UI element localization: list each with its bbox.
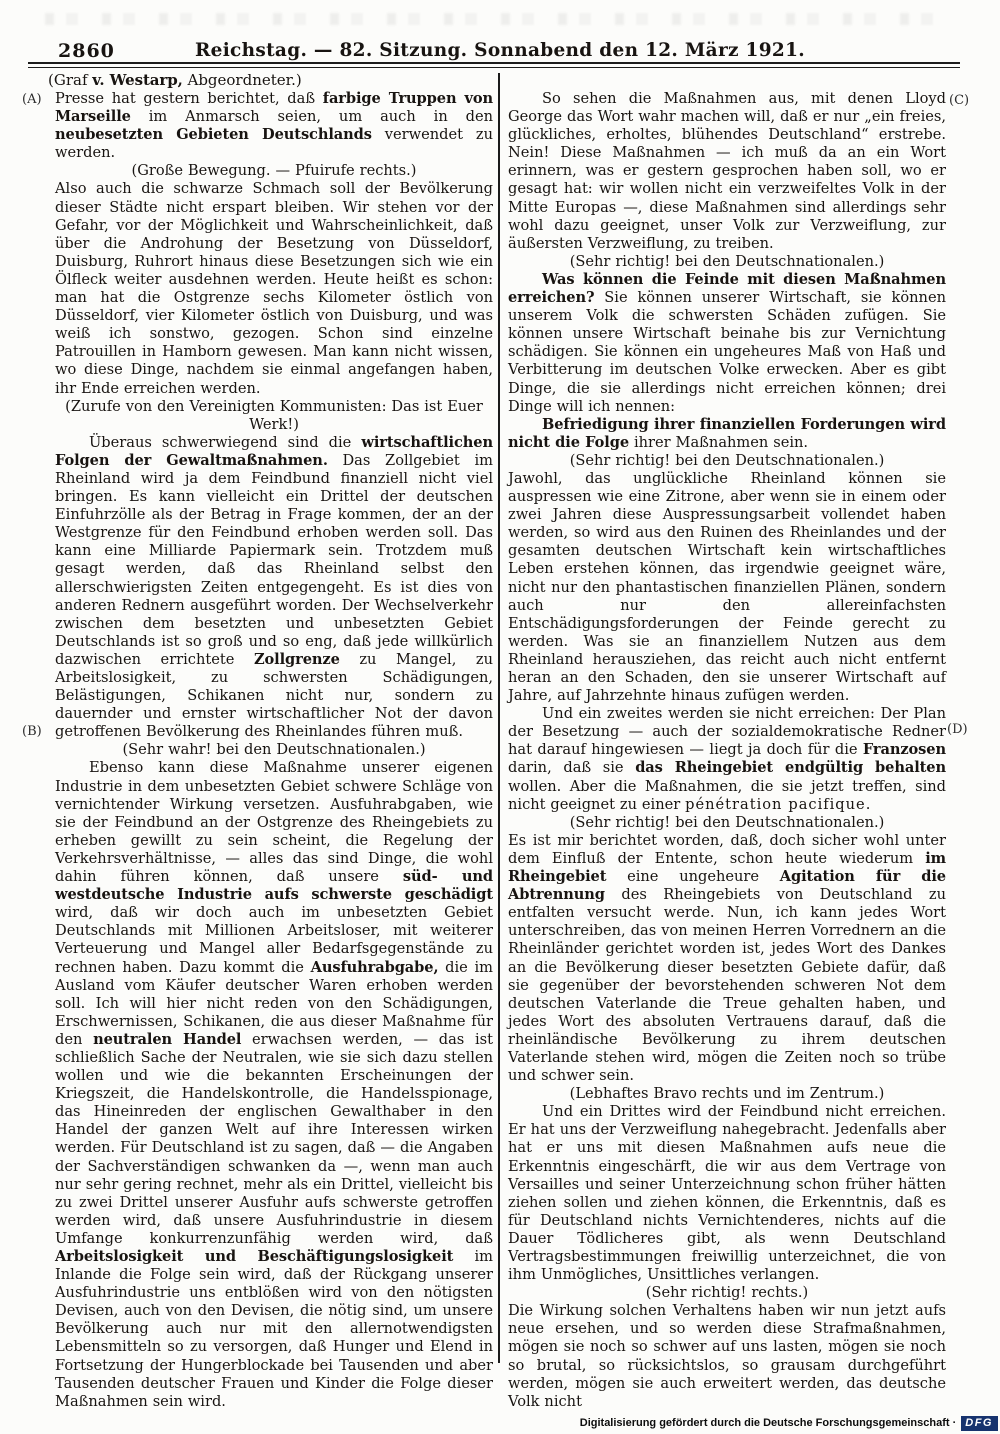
stage-direction [55,162,493,180]
stage-direction [508,1085,946,1103]
stage-direction [508,253,946,271]
margin-marker-d: (D) [947,722,968,737]
speech-paragraph [55,180,493,397]
speech-paragraph [55,759,493,1410]
margin-marker-c: (C) [949,93,970,108]
text-run: (Sehr richtig! bei den Deutschnationalen.) [569,252,885,270]
text-run: verwendet zu werden. [55,126,493,162]
bold-emphasis-run: im Rheingebiet [508,849,946,886]
page-number: 2860 [58,40,115,62]
bold-emphasis-run: farbige Truppen von Marseille [55,90,493,126]
speech-paragraph [55,90,493,162]
speech-paragraph [55,434,493,742]
text-run: Abgeordneter.) [182,71,302,89]
bold-emphasis-run: das Rheingebiet endgültig behalten [635,759,946,777]
bold-emphasis-run: Franzosen [862,741,946,759]
text-run: Presse hat gestern berichtet, daß [55,90,323,107]
speech-paragraph [508,90,946,253]
text-run: des Rheingebiets von Deutschland zu entfalten versucht werde. Nun, ich kann jedes Wort unterschreiben, das von meinen Herren Vorrednern an die Rheinländer gerichtet worden ist, jedes Wort des Dankes an die Bevölkerung dieser besetzten Gebiete dafür, daß sie gegenüber der bevorstehenden schweren Not dem deutschen Vaterlande die Treue gehalten haben, und jedes Wort des absoluten Vertrauens darauf, daß die rheinländische Bevölkerung zu ihrem deutschen Vaterlande stehen wird, mögen die Zeiten noch so trübe und schwer sein. [508,886,946,1085]
text-run: (Sehr richtig! rechts.) [645,1284,809,1302]
text-run: darin, daß sie [508,759,636,777]
text-run: . [865,795,871,813]
text-run: Es ist mir berichtet worden, daß, doch sicher wohl unter dem Einfluß der Entente, schon heute wiederum [508,831,946,867]
bold-emphasis-run: Arbeitslosigkeit und Beschäftigungslosigkeit [55,1248,454,1265]
text-run: (Sehr richtig! bei den Deutschnationalen.) [569,451,885,469]
margin-marker-b: (B) [22,724,42,739]
margin-marker-a: (A) [22,92,42,107]
text-run: Und ein zweites werden sie nicht erreichen: Der Plan der Besetzung — auch der sozialdemokratische Redner hat darauf hingewiesen — liegt ja doch für die [508,705,946,759]
speech-paragraph [508,271,946,416]
text-run: So sehen die Maßnahmen aus, mit denen Lloyd George das Wort wahr machen will, daß er nur „ein freies, glückliches, erholtes, blühendes Deutschland“ erstrebe. Nein! Diese Maßnahmen — ich muß da an ein Wort erinnern, was er gestern gesprochen haben soll, wo er gesagt hat: wir wollen nicht ein verzweifeltes Volk in der Mitte Europas —, diese Maßnahmen sind allerdings sehr wohl dazu geeignet, unser Volk zur Verzweiflung, zur äußersten Verzweiflung, zu treiben. [508,90,946,252]
bold-emphasis-run: v. Westarp, [92,71,183,89]
speech-paragraph [508,832,946,1085]
bold-emphasis-run: neutralen Handel [93,1030,242,1048]
header-double-rule [28,62,960,68]
header-title: Reichstag. — 82. Sitzung. Sonnabend den 12. März 1921. [194,40,805,61]
text-run: erwachsen werden, — das ist schließlich Sache der Neutralen, wie sie sich dazu stellen wollen und wie die bekannten Erscheinungen der Kriegszeit, die Handelskontrolle, die Handelsspionage, das Hineinreden der englischen Gewalthaber in den Handel der ganzen Welt auf ihre Interessen wirken werden. Für Deutschland ist zu sagen, daß — die Angaben der Sachverständigen schwanken da —, wenn man auch nur sehr gering rechnet, mehr als ein Drittel, vielleicht bis zu zwei Drittel unserer Ausfuhr aufs schwerste getroffen werden wird, daß unsere Ausfuhrindustrie in diesem Umfange konkurrenzunfähig werden wird, daß [55,1030,493,1247]
text-run: (Große Bewegung. — Pfuirufe rechts.) [131,162,417,180]
antiqua-run: pénétration pacifique [685,795,866,813]
text-run: zu Mangel, zu Arbeitslosigkeit, zu schwersten Schädigungen, Belästigungen, Schikanen nicht nur, sondern zu dauernder und ernster wirtschaftlicher Not der davon getroffenen Bevölkerung des Rheinlandes führen muß. [55,650,493,741]
text-run: (Lebhaftes Bravo rechts und im Zentrum.) [569,1085,885,1103]
text-run: Jawohl, das unglückliche Rheinland können sie auspressen wie eine Zitrone, aber wenn sie in einem oder zwei Jahren diese Auspressungsarbeit vollendet haben werden, so wird aus den Ruinen des Rheinlandes und der gesamten deutschen Wirtschaft kein wirtschaftliches Leben erstehen können, das irgendwie geeignet wäre, nicht nur den phantastischen finanziellen Plänen, sondern auch nur den allereinfachsten Entschädigungsforderungen der Feinde gerecht zu werden. Was sie an finanziellem Nutzen aus dem Rheinland herausziehen, das reicht auch nicht entfernt heran an den Schaden, den sie unserer Wirtschaft auf Jahre, auf Jahrzehnte hinaus zufügen werden. [508,469,946,705]
bold-emphasis-run: Ausfuhrabgabe, [310,958,439,976]
text-run: (Zurufe von den Vereinigten Kommunisten: Das ist Euer Werk!) [65,397,483,433]
text-run: Überaus schwerwiegend sind die [89,433,362,451]
stage-direction [55,741,493,759]
text-run: die im Ausland vom Käufer deutscher Waren erhoben werden soll. Ich will hier nicht reden von den Schädigungen, Erschwernissen, Schikanen, die aus dieser Maßnahme für den [55,958,493,1048]
dfg-logo: DFG [961,1416,998,1431]
text-run: Das Zollgebiet im Rheinland wird ja dem Feindbund finanziell nicht viel bringen. Es kann vielleicht ein Drittel der deutschen Einfuhrzölle als der Betrag in Frage kommen, der an der Westgrenze für den Feindbund erhoben werden soll. Das kann eine Milliarde Papiermark sein. Trotzdem muß gesagt werden, daß das Rheinland selbst den allerschwierigsten Zeiten entgegengeht. Es ist dies von anderen Rednern ausgeführt worden. Der Wechselverkehr zwischen dem besetzten und unbesetzten Gebiet Deutschlands ist so groß und so eng, daß jede willkürlich dazwischen errichtete [55,451,493,668]
stage-direction [508,452,946,470]
bold-emphasis-run: Was können die Feinde mit diesen Maßnahmen erreichen? [508,270,946,307]
speaker-attribution [48,71,488,89]
text-run: (Graf [48,71,93,89]
text-run: Also auch die schwarze Schmach soll der Bevölkerung dieser Städte nicht erspart bleiben. Wir stehen vor der Gefahr, vor der Möglichkeit und Wahrscheinlichkeit, daß über die Androhung der Besetzung von Düsseldorf, Duisburg, Ruhrort hinaus diese Besetzungen sich wie ein Ölfleck weiter ausdehnen werden. Heute heißt es schon: man hat die Ostgrenze sechs Kilometer östlich von Düsseldorf, vier Kilometer östlich von Duisburg, und was weiß ich sonstwo, gezogen. Schon sind einzelne Patrouillen in Hamborn gewesen. Man kann nicht wissen, wo diese Dinge, nachdem sie einmal angefangen haben, ihr Ende erreichen werden. [55,180,493,397]
text-run: Ebenso kann diese Maßnahme unserer eigenen Industrie in dem unbesetzten Gebiet schwere Schläge von vernichtender Wirkung versetzen. Ausfuhrabgaben, wie sie der Feindbund an der Ostgrenze des Rheingebiets zu erheben gewillt zu sein scheint, die Regelung der Verkehrsverhältnisse, — alles das sind Dinge, die wohl dahin führen können, daß unsere [55,759,493,886]
text-run: Die Wirkung solchen Verhaltens haben wir nun jetzt aufs neue ersehen, und so werden diese Strafmaßnahmen, mögen sie noch so schwer auf uns lasten, mögen sie noch so brutal, so rücksichtslos, so grausam durchgeführt werden, mögen sie auch erweitert werden, das deutsche Volk nicht [508,1302,946,1410]
bold-emphasis-run: neubesetzten Gebieten Deutschlands [55,126,372,144]
speech-paragraph [508,1302,946,1411]
text-run: (Sehr richtig! bei den Deutschnationalen.) [569,813,885,831]
stage-direction [508,814,946,832]
text-run: im Inlande die Folge sein wird, daß der Rückgang unserer Ausfuhrindustrie uns entblößen wird von den nötigsten Devisen, auch von den Devisen, die nötig sind, um unsere Bevölkerung auch nur mit den allernotwendigsten Lebensmitteln so zu versorgen, daß Hunger und Elend in Fortsetzung der Hungerblockade bei Tausenden und aber Tausenden deutscher Frauen und Kinder die Folge dieser Maßnahmen sein wird. [55,1248,493,1410]
stage-direction [508,1284,946,1302]
right-text-column [508,90,946,1411]
speech-paragraph [508,1103,946,1284]
credit-text: Digitalisierung gefördert durch die Deutsche Forschungsgemeinschaft · [579,1417,957,1429]
bold-emphasis-run: süd- und westdeutsche Industrie aufs schwerste geschädigt [55,868,493,904]
column-divider-rule [498,73,500,1363]
speech-paragraph [508,705,946,814]
text-run: im Anmarsch seien, um auch in den [130,108,493,126]
stage-direction [55,398,493,434]
text-run: Sie können unserer Wirtschaft, sie können unserem Volk die schwersten Schäden zufügen. Sie können unsere Wirtschaft beinahe bis zur Vernichtung schädigen. Sie können ein ungeheures Maß von Haß und Verbitterung im deutschen Volke erwecken. Aber es gibt Dinge, die sie allerdings nicht erreichen können; drei Dinge will ich nennen: [508,289,946,415]
text-run: Und ein Drittes wird der Feindbund nicht erreichen. Er hat uns der Verzweiflung nahegebracht. Jedenfalls aber hat er uns mit diesen Maßnahmen aufs neue die Erkenntnis eingeschärft, die wir aus dem Vertrage von Versailles und seiner Unterzeichnung schon früher hätten ziehen sollen und ziehen können, die Erkenntnis, daß es für Deutschland nichts Vernichtenderes, nichts auf die Dauer Tödlicheres gibt, als wenn Deutschland Vertragsbestimmungen freiwillig unterzeichnet, die von ihm Unmögliches, Unsittliches verlangen. [508,1103,946,1284]
text-run: wollen. Aber die Maßnahmen, die sie jetzt treffen, sind nicht geeignet zu einer [508,777,946,813]
left-text-column [55,90,493,1411]
running-head [0,40,1000,64]
bold-emphasis-run: wirtschaftlichen Folgen der Gewaltmaßnahmen. [55,433,493,469]
text-run: ihrer Maßnahmen sein. [629,433,809,451]
text-run: wird, daß wir doch auch im unbesetzten Gebiet Deutschlands mit Millionen Arbeitsloser, mit weiterer Verteuerung und Mangel aller Bedarfsgegenstände zu rechnen haben. Dazu kommt die [55,904,493,976]
bold-emphasis-run: Zollgrenze [253,650,340,668]
text-run: (Sehr wahr! bei den Deutschnationalen.) [122,741,426,759]
digitization-credit [580,1415,998,1431]
speech-paragraph [508,416,946,452]
speech-paragraph [508,470,946,705]
bold-emphasis-run: Agitation für die Abtrennung [508,868,946,904]
text-run: eine ungeheure [606,868,780,886]
scan-bleedthrough-artifacts [45,13,945,25]
bold-emphasis-run: Befriedigung ihrer finanziellen Forderungen wird nicht die Folge [508,415,946,451]
